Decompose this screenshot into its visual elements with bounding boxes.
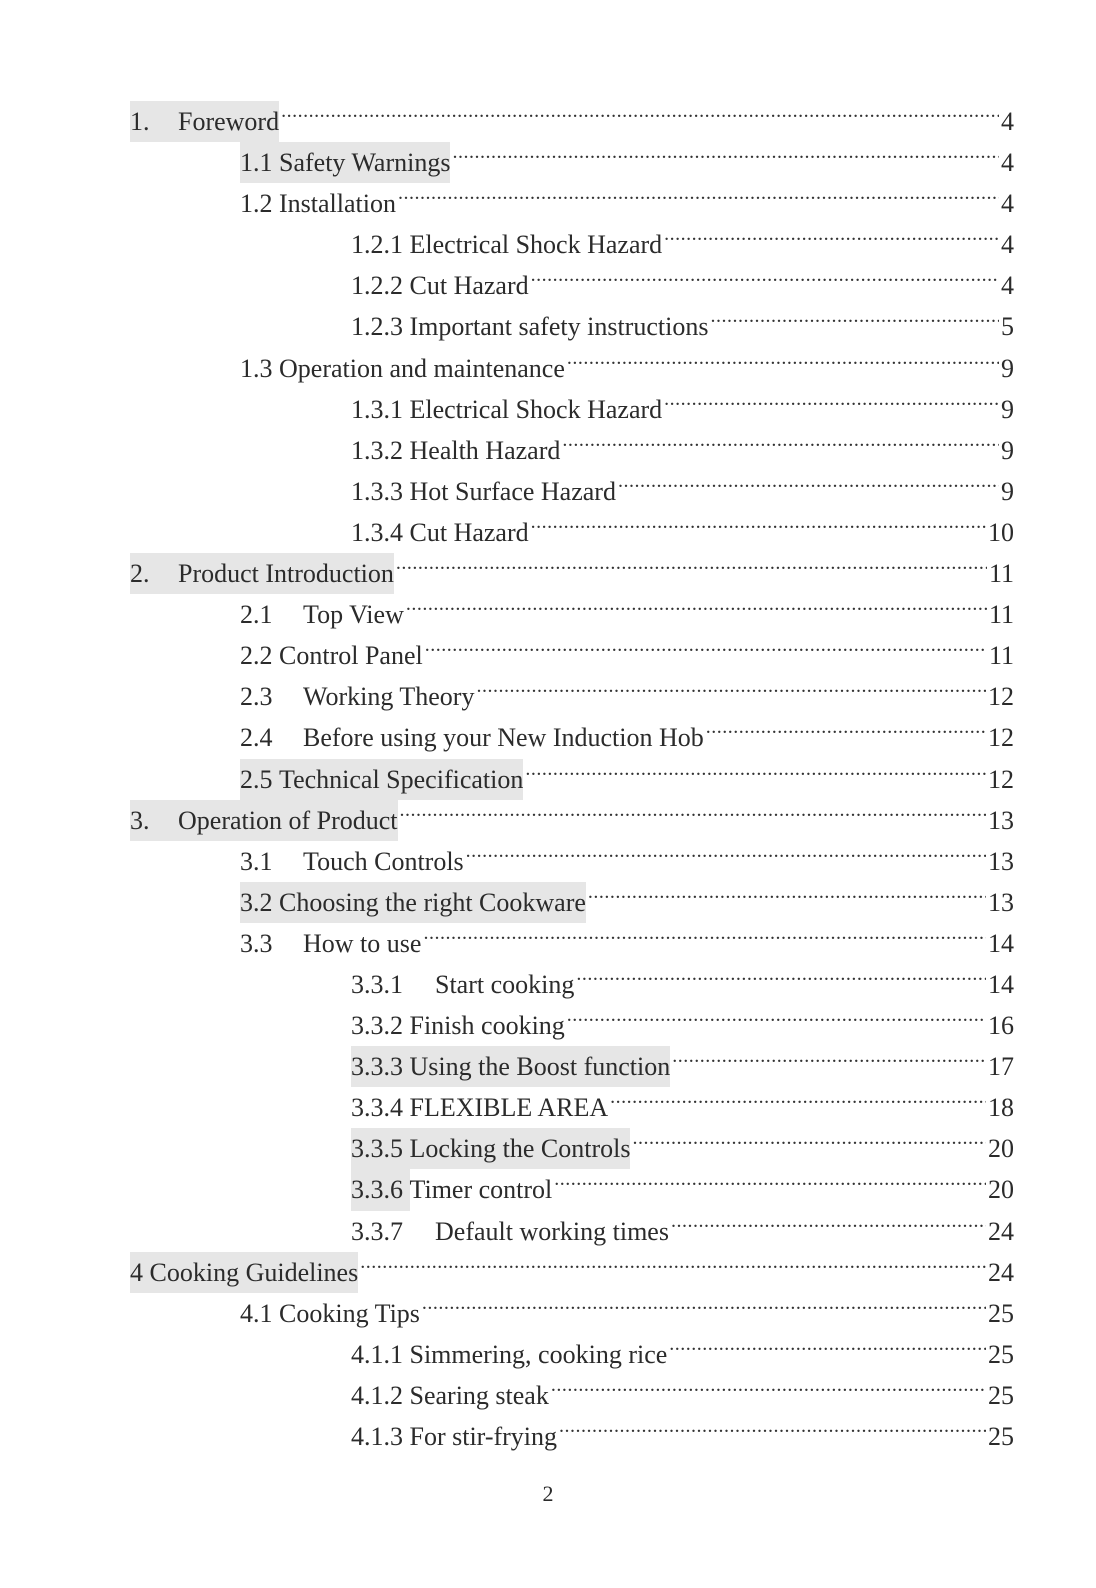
toc-entry-label [351, 964, 574, 1005]
toc-entry-label [240, 676, 474, 717]
toc-entry[interactable] [130, 1404, 1014, 1451]
toc-entry-title: Cooking Guidelines [150, 1252, 359, 1293]
toc-dot-leader [610, 1075, 986, 1116]
toc-entry-page: 12 [988, 723, 1014, 753]
toc-entry-page: 9 [1001, 394, 1014, 424]
toc-entry-number: 4.1.3 [351, 1422, 403, 1451]
toc-entry-title: Start cooking [435, 969, 575, 999]
toc-dot-leader [452, 130, 999, 171]
toc-entry-number: 1.2.3 [351, 312, 403, 342]
toc-dot-leader [476, 664, 986, 705]
toc-entry-label [351, 430, 560, 471]
toc-entry-title: Installation [279, 189, 396, 219]
toc-entry-title: Safety Warnings [279, 142, 450, 183]
toc-entry-page: 24 [988, 1257, 1014, 1287]
toc-entry-number: 3.2 [240, 882, 279, 923]
toc-entry[interactable] [130, 418, 1014, 465]
toc-dot-leader [562, 418, 999, 459]
toc-entry-title: For stir-frying [409, 1422, 558, 1451]
toc-entry-page: 11 [988, 641, 1014, 671]
toc-entry-page: 20 [988, 1134, 1014, 1164]
toc-entry-page: 14 [988, 969, 1014, 999]
toc-dot-leader [671, 1199, 986, 1240]
toc-entry[interactable] [130, 993, 1014, 1041]
toc-dot-leader [669, 1322, 986, 1363]
toc-entry-number: 3.3.5 [351, 1128, 410, 1169]
toc-entry-number: 1.1 [240, 142, 279, 183]
toc-entry-page: 4 [1001, 271, 1014, 301]
toc-entry-title: Searing steak [409, 1380, 549, 1410]
toc-dot-leader [360, 1240, 986, 1281]
toc-dot-leader [281, 89, 999, 130]
toc-entry[interactable] [130, 1363, 1014, 1410]
toc-entry-page: 20 [988, 1175, 1014, 1205]
toc-entry-page: 9 [1001, 476, 1014, 506]
toc-entry-number: 3.3 [240, 928, 273, 958]
toc-entry-title: Electrical Shock Hazard [409, 394, 663, 424]
toc-entry-label [130, 101, 279, 142]
toc-entry-number: 3.3.2 [351, 1011, 403, 1041]
toc-entry-label [351, 265, 529, 306]
toc-dot-leader [567, 336, 999, 377]
toc-entry-label [351, 1087, 608, 1128]
toc-entry-label [240, 594, 404, 635]
toc-entry[interactable] [130, 89, 1014, 136]
toc-entry-number: 3.3.7 [351, 1216, 403, 1246]
toc-entry-number: 1.3.4 [351, 517, 403, 547]
toc-entry-label [240, 635, 423, 676]
toc-entry-title: Important safety instructions [409, 312, 709, 342]
toc-entry-page: 4 [1001, 148, 1014, 178]
toc-entry-page: 25 [988, 1380, 1014, 1410]
toc-entry-number: 4.1 [240, 1298, 273, 1328]
toc-entry-page: 4 [1001, 107, 1014, 136]
toc-entry-page: 16 [988, 1011, 1014, 1041]
toc-entry-title: Finish cooking [409, 1011, 565, 1041]
toc-entry-title: Cooking Tips [279, 1298, 420, 1328]
toc-entry-page: 4 [1001, 189, 1014, 219]
toc-dot-leader [664, 212, 999, 253]
toc-dot-leader [618, 459, 999, 500]
toc-entry-page: 11 [988, 600, 1014, 630]
toc-entry-label [351, 1375, 549, 1416]
toc-dot-leader [588, 870, 986, 911]
toc-dot-leader [664, 377, 999, 418]
toc-entry-page: 18 [988, 1093, 1014, 1123]
toc-dot-leader [554, 1157, 986, 1198]
toc-entry[interactable] [130, 541, 1014, 589]
toc-entry-page: 12 [988, 682, 1014, 712]
toc-dot-leader [423, 911, 986, 952]
toc-dot-leader [576, 952, 986, 993]
toc-dot-leader [567, 993, 986, 1034]
toc-entry-title: Timer control [409, 1175, 553, 1205]
toc-entry-number: 4.1.1 [351, 1339, 403, 1369]
toc-entry-title: Product Introduction [178, 553, 394, 594]
toc-entry-number: 3.3.4 [351, 1093, 403, 1123]
toc-entry-label [351, 1416, 557, 1457]
toc-entry-label [240, 348, 565, 389]
toc-entry[interactable] [130, 1199, 1014, 1246]
toc-entry-page: 9 [1001, 435, 1014, 465]
toc-entry-label [240, 923, 421, 964]
toc-dot-leader [531, 500, 986, 541]
toc-entry-page: 13 [988, 887, 1014, 917]
toc-entry-number: 3.3.1 [351, 969, 403, 999]
toc-entry-number: 1. [130, 101, 178, 142]
toc-entry-number: 3.3.6 [351, 1169, 410, 1210]
toc-dot-leader [466, 829, 986, 870]
toc-entry-title: Electrical Shock Hazard [409, 230, 663, 260]
toc-entry-number: 1.3.3 [351, 476, 403, 506]
toc-entry-title: Touch Controls [303, 846, 464, 876]
toc-dot-leader [425, 623, 987, 664]
toc-entry-number: 4 [130, 1252, 150, 1293]
toc-entry-page: 5 [1001, 312, 1014, 342]
toc-entry-title: Choosing the right Cookware [279, 882, 586, 923]
toc-entry-label [130, 553, 394, 594]
toc-entry-number: 3.3.3 [351, 1046, 410, 1087]
toc-dot-leader [422, 1281, 986, 1322]
toc-entry-label [130, 800, 398, 841]
toc-entry-page: 4 [1001, 230, 1014, 260]
toc-entry-label [240, 841, 464, 882]
toc-entry-page: 9 [1001, 353, 1014, 383]
toc-entry-title: Using the Boost function [410, 1046, 671, 1087]
toc-entry[interactable] [130, 459, 1014, 506]
toc-dot-leader [525, 747, 986, 788]
toc-entry-label [351, 1169, 552, 1210]
toc-entry-title: Locking the Controls [410, 1128, 631, 1169]
toc-entry-number: 4.1.2 [351, 1380, 403, 1410]
toc-entry-page: 10 [988, 517, 1014, 547]
toc-entry-number: 1.2 [240, 189, 273, 219]
toc-entry-label [240, 1293, 420, 1334]
toc-dot-leader [398, 171, 999, 212]
toc-entry-number: 3.1 [240, 846, 273, 876]
toc-dot-leader [396, 541, 987, 582]
toc-entry-number: 2.4 [240, 723, 273, 753]
toc-entry-number: 1.2.1 [351, 230, 403, 260]
toc-entry-number: 2.1 [240, 600, 273, 630]
toc-entry[interactable] [130, 253, 1014, 301]
toc-entry-page: 25 [988, 1422, 1014, 1451]
toc-entry-number: 1.3.2 [351, 435, 403, 465]
toc-dot-leader [406, 582, 987, 623]
toc-entry-title: Foreword [178, 101, 279, 142]
toc-entry-title: Hot Surface Hazard [409, 476, 616, 506]
toc-entry-title: Health Hazard [409, 435, 561, 465]
toc-entry-page: 11 [988, 559, 1014, 589]
toc-entry-title: Working Theory [303, 682, 475, 712]
toc-entry-title: Cut Hazard [409, 271, 529, 301]
toc-entry-title: Before using your New Induction Hob [303, 723, 704, 753]
toc-entry-label [240, 183, 396, 224]
toc-entry-label [351, 1005, 565, 1046]
toc-entry-number: 1.2.2 [351, 271, 403, 301]
toc-entry[interactable] [130, 336, 1014, 383]
toc-entry-title: Operation and maintenance [279, 353, 565, 383]
toc-entry-page: 24 [988, 1216, 1014, 1246]
toc-entry-number: 2. [130, 553, 178, 594]
toc-entry-page: 14 [988, 928, 1014, 958]
toc-dot-leader [710, 294, 999, 335]
toc-entry-title: FLEXIBLE AREA [409, 1093, 609, 1123]
toc-dot-leader [531, 253, 999, 294]
toc-dot-leader [559, 1404, 986, 1445]
toc-entry-number: 3. [130, 800, 178, 841]
toc-entry-number: 2.5 [240, 759, 279, 800]
toc-entry-page: 17 [988, 1052, 1014, 1082]
toc-entry-title: Simmering, cooking rice [409, 1339, 668, 1369]
toc-entry[interactable] [130, 294, 1014, 342]
toc-entry-label [130, 1252, 358, 1293]
toc-dot-leader [632, 1116, 986, 1157]
toc-dot-leader [672, 1034, 986, 1075]
toc-entry-title: Operation of Product [178, 800, 398, 841]
toc-entry-title: Top View [303, 600, 404, 630]
toc-entry-title: Default working times [435, 1216, 669, 1246]
toc-entry-number: 1.3.1 [351, 394, 403, 424]
toc-dot-leader [400, 788, 986, 829]
toc-entry-title: Cut Hazard [409, 517, 529, 547]
toc-entry-page: 13 [988, 846, 1014, 876]
page-number: 2 [542, 1481, 554, 1506]
toc-entry[interactable] [130, 1034, 1014, 1082]
toc-entry[interactable] [130, 1240, 1014, 1287]
toc-entry-title: Technical Specification [279, 759, 523, 800]
toc-dot-leader [706, 705, 986, 746]
toc-entry-page: 25 [988, 1298, 1014, 1328]
toc-entry-title: Control Panel [279, 641, 423, 671]
toc-entry-page: 12 [988, 764, 1014, 794]
toc-entry[interactable] [130, 500, 1014, 547]
toc-entry-number: 1.3 [240, 353, 273, 383]
toc-entry-number: 2.2 [240, 641, 273, 671]
table-of-contents [130, 89, 1014, 1451]
toc-entry-number: 2.3 [240, 682, 273, 712]
toc-entry-page: 13 [988, 805, 1014, 835]
toc-entry-title: How to use [303, 928, 422, 958]
toc-entry-page: 25 [988, 1339, 1014, 1369]
toc-dot-leader [551, 1363, 986, 1404]
toc-entry[interactable] [130, 1157, 1014, 1205]
